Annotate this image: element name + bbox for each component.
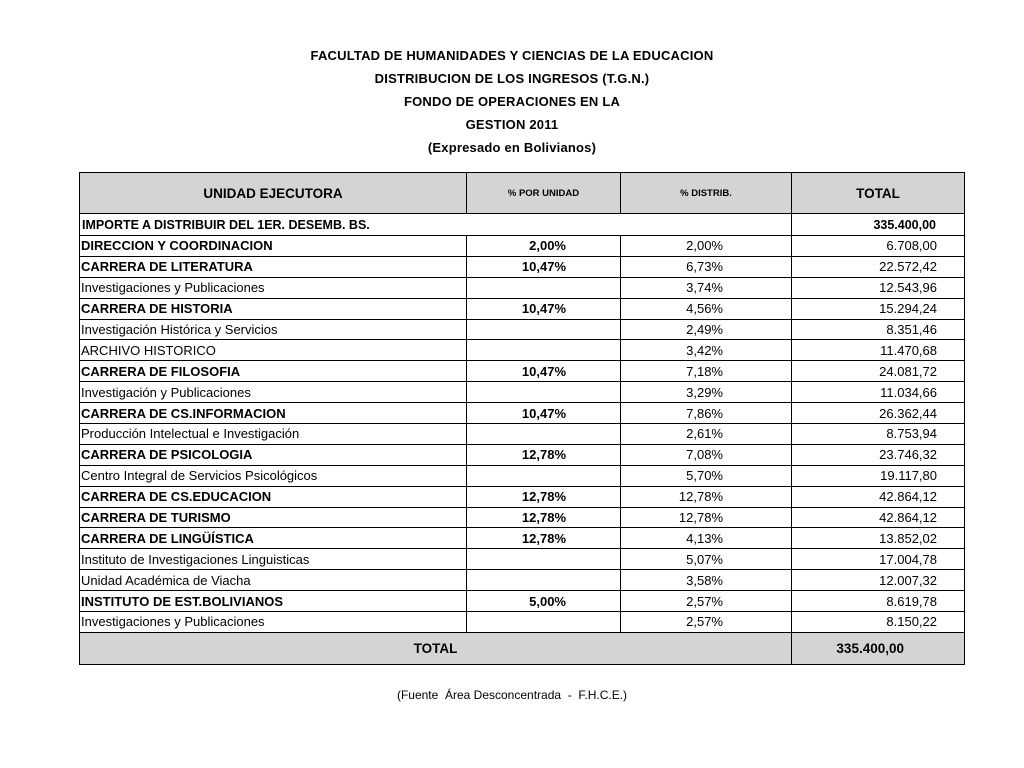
distribution-table (79, 172, 965, 665)
table-row (80, 319, 965, 340)
cell-unidad: Investigaciones y Publicaciones (80, 277, 467, 298)
cell-por-unidad (467, 570, 621, 591)
total-row (80, 632, 965, 664)
cell-distrib: 3,42% (621, 340, 792, 361)
cell-unidad: CARRERA DE LITERATURA (80, 256, 467, 277)
cell-unidad: Producción Intelectual e Investigación (80, 424, 467, 445)
table-row (80, 528, 965, 549)
cell-por-unidad: 2,00% (467, 236, 621, 257)
cell-distrib: 12,78% (621, 486, 792, 507)
table-row (80, 591, 965, 612)
cell-distrib: 5,07% (621, 549, 792, 570)
table-row (80, 361, 965, 382)
header-unidad-ejecutora: UNIDAD EJECUTORA (80, 173, 467, 214)
cell-por-unidad: 12,78% (467, 444, 621, 465)
table-row (80, 444, 965, 465)
cell-total: 23.746,32 (792, 444, 965, 465)
cell-total: 24.081,72 (792, 361, 965, 382)
cell-por-unidad: 12,78% (467, 507, 621, 528)
cell-distrib: 7,08% (621, 444, 792, 465)
cell-distrib: 3,58% (621, 570, 792, 591)
cell-distrib: 4,13% (621, 528, 792, 549)
importe-label: IMPORTE A DISTRIBUIR DEL 1ER. DESEMB. BS. (80, 214, 792, 236)
cell-unidad: CARRERA DE PSICOLOGIA (80, 444, 467, 465)
cell-total: 26.362,44 (792, 403, 965, 424)
table-row (80, 507, 965, 528)
cell-total: 8.150,22 (792, 612, 965, 633)
cell-unidad: Investigaciones y Publicaciones (80, 612, 467, 633)
title-line-1: FACULTAD DE HUMANIDADES Y CIENCIAS DE LA EDUCACION (310, 48, 714, 63)
cell-unidad: INSTITUTO DE EST.BOLIVIANOS (80, 591, 467, 612)
cell-distrib: 7,18% (621, 361, 792, 382)
table-row (80, 277, 965, 298)
cell-unidad: Investigación y Publicaciones (80, 382, 467, 403)
cell-unidad: CARRERA DE FILOSOFIA (80, 361, 467, 382)
cell-por-unidad: 10,47% (467, 403, 621, 424)
cell-por-unidad: 5,00% (467, 591, 621, 612)
cell-total: 11.470,68 (792, 340, 965, 361)
cell-total: 11.034,66 (792, 382, 965, 403)
cell-total: 22.572,42 (792, 256, 965, 277)
table-row (80, 340, 965, 361)
cell-total: 42.864,12 (792, 486, 965, 507)
cell-por-unidad: 10,47% (467, 361, 621, 382)
cell-distrib: 2,61% (621, 424, 792, 445)
cell-por-unidad: 10,47% (467, 298, 621, 319)
header-por-unidad: % POR UNIDAD (467, 173, 621, 214)
cell-total: 19.117,80 (792, 465, 965, 486)
cell-por-unidad (467, 549, 621, 570)
cell-unidad: Unidad Académica de Viacha (80, 570, 467, 591)
header-total: TOTAL (792, 173, 965, 214)
cell-total: 17.004,78 (792, 549, 965, 570)
table-row (80, 256, 965, 277)
table-row (80, 465, 965, 486)
cell-por-unidad (467, 319, 621, 340)
cell-total: 8.351,46 (792, 319, 965, 340)
cell-por-unidad (467, 340, 621, 361)
cell-distrib: 2,00% (621, 236, 792, 257)
cell-por-unidad (467, 424, 621, 445)
cell-total: 8.753,94 (792, 424, 965, 445)
table-row (80, 236, 965, 257)
document-title-block (0, 44, 1024, 159)
table-row (80, 298, 965, 319)
cell-unidad: CARRERA DE CS.EDUCACION (80, 486, 467, 507)
cell-total: 42.864,12 (792, 507, 965, 528)
title-line-3: FONDO DE OPERACIONES EN LA (403, 94, 621, 109)
cell-total: 15.294,24 (792, 298, 965, 319)
table-header-row (80, 173, 965, 214)
source-note: (Fuente Área Desconcentrada - F.H.C.E.) (396, 688, 628, 702)
cell-unidad: ARCHIVO HISTORICO (80, 340, 467, 361)
table-row (80, 549, 965, 570)
cell-por-unidad (467, 612, 621, 633)
title-line-4: GESTION 2011 (465, 117, 559, 132)
table-row (80, 612, 965, 633)
cell-unidad: DIRECCION Y COORDINACION (80, 236, 467, 257)
cell-unidad: CARRERA DE TURISMO (80, 507, 467, 528)
cell-total: 8.619,78 (792, 591, 965, 612)
cell-unidad: CARRERA DE CS.INFORMACION (80, 403, 467, 424)
cell-distrib: 5,70% (621, 465, 792, 486)
cell-por-unidad (467, 382, 621, 403)
table-row (80, 424, 965, 445)
table-row (80, 570, 965, 591)
cell-por-unidad (467, 277, 621, 298)
cell-unidad: Investigación Histórica y Servicios (80, 319, 467, 340)
cell-distrib: 6,73% (621, 256, 792, 277)
cell-total: 13.852,02 (792, 528, 965, 549)
header-distrib: % DISTRIB. (621, 173, 792, 214)
table-row (80, 486, 965, 507)
cell-por-unidad: 12,78% (467, 486, 621, 507)
cell-unidad: CARRERA DE HISTORIA (80, 298, 467, 319)
cell-distrib: 3,29% (621, 382, 792, 403)
cell-distrib: 12,78% (621, 507, 792, 528)
cell-distrib: 2,49% (621, 319, 792, 340)
cell-por-unidad (467, 465, 621, 486)
importe-row (80, 214, 965, 236)
cell-total: 12.543,96 (792, 277, 965, 298)
cell-por-unidad: 12,78% (467, 528, 621, 549)
title-line-2: DISTRIBUCION DE LOS INGRESOS (T.G.N.) (374, 71, 650, 86)
cell-distrib: 7,86% (621, 403, 792, 424)
cell-unidad: Centro Integral de Servicios Psicológicos (80, 465, 467, 486)
cell-unidad: CARRERA DE LINGÜÍSTICA (80, 528, 467, 549)
cell-unidad: Instituto de Investigaciones Linguisticas (80, 549, 467, 570)
cell-total: 12.007,32 (792, 570, 965, 591)
total-label: TOTAL (80, 632, 792, 664)
total-value: 335.400,00 (792, 632, 965, 664)
cell-distrib: 2,57% (621, 612, 792, 633)
table-row (80, 403, 965, 424)
title-line-5: (Expresado en Bolivianos) (427, 140, 597, 155)
cell-distrib: 4,56% (621, 298, 792, 319)
cell-total: 6.708,00 (792, 236, 965, 257)
cell-por-unidad: 10,47% (467, 256, 621, 277)
cell-distrib: 2,57% (621, 591, 792, 612)
table-row (80, 382, 965, 403)
cell-distrib: 3,74% (621, 277, 792, 298)
importe-value: 335.400,00 (792, 214, 965, 236)
